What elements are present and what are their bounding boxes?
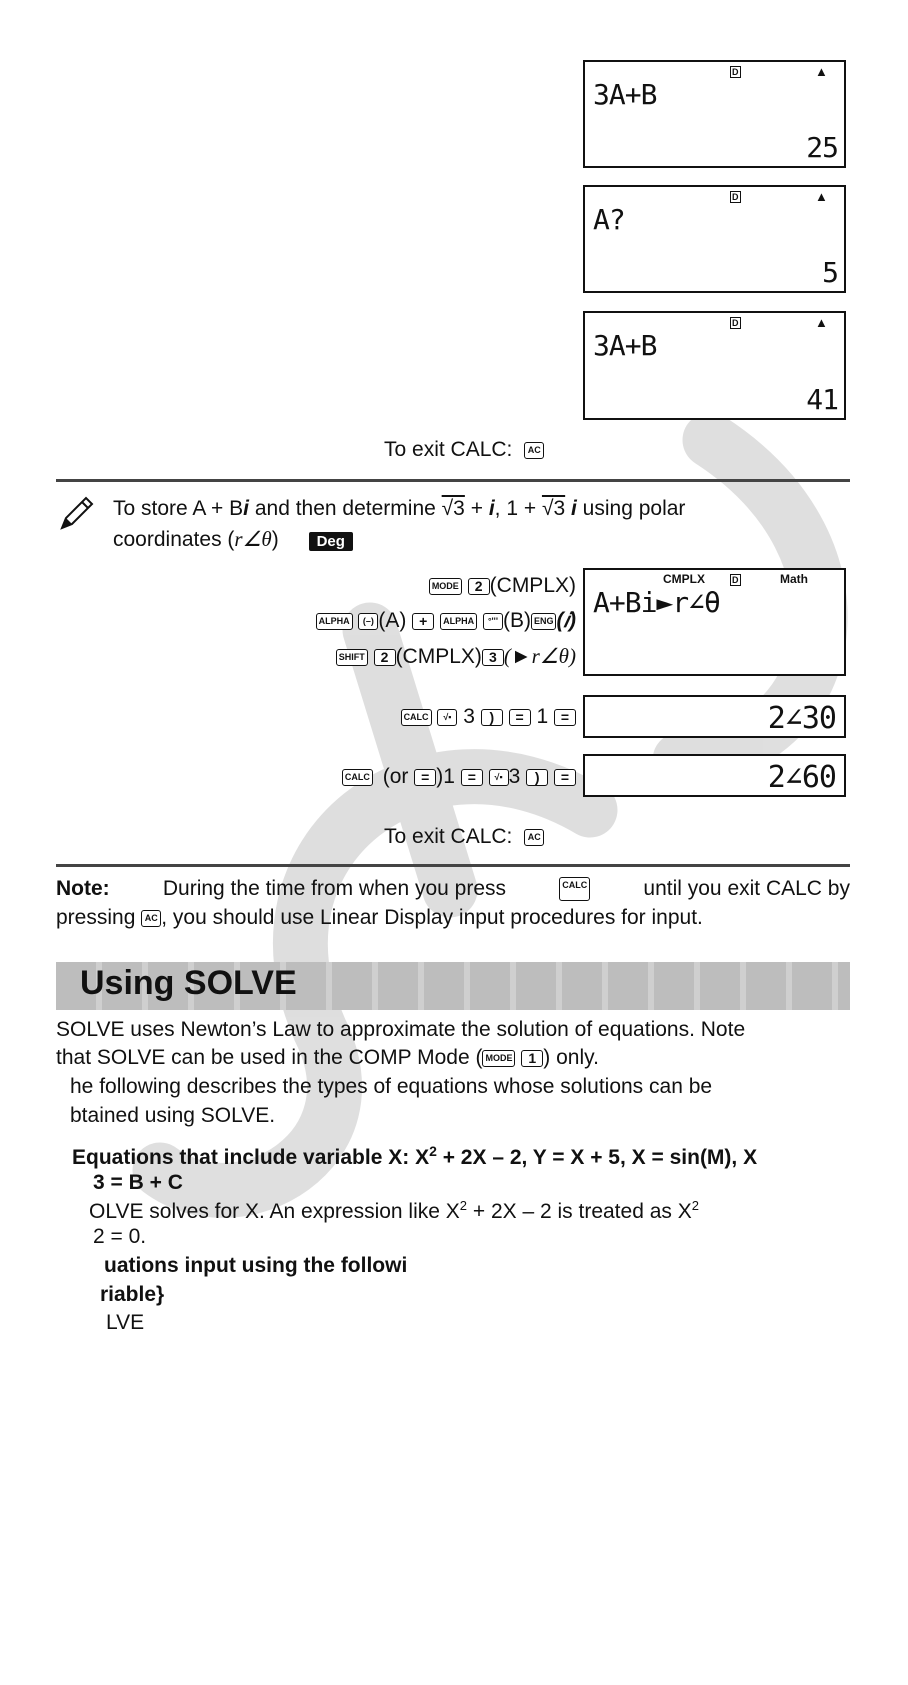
calc-key: CALC [342,769,373,786]
close-paren-key: ) [481,709,503,726]
deg-badge: Deg [309,532,353,551]
lcd-result-1 [583,695,846,738]
equals-key: = [554,769,576,786]
sqrt-key: √▪ [437,709,457,726]
step-store-a-bi: ALPHA (–) (A) + ALPHA °''' (B) ENG (𝑖) [316,609,576,633]
body-paragraph-1a: SOLVE uses Newton’s Law to approximate the solution of equations. Note [56,1018,746,1041]
ac-key: AC [524,442,544,459]
note-label: Note: [56,877,110,900]
bullet-equations-x: Equations that include variable X: $X^2 + 2X - 2$, Y = X + 5, X = sin(M), X [72,1143,758,1169]
key-3: 3 [482,649,504,666]
equals-key: = [509,709,531,726]
negative-key: (–) [358,613,378,630]
lcd-expression: 3A+B [593,78,657,111]
equals-key: = [414,769,436,786]
body-paragraph-1b: that SOLVE can be used in the COMP Mode ( MODE 1 ) only. [56,1046,599,1069]
lcd-display-cmplx [583,568,846,676]
divider-rule [56,479,850,482]
calc-key: CALC [401,709,432,726]
key-2: 2 [374,649,396,666]
example-description-line1: To store A + Bi and then determine √3 + i, 1 + √3 i using polar [113,497,686,520]
calc-key: CALC [559,877,590,901]
ac-key: AC [524,829,544,846]
solve-fragment: LVE [106,1311,145,1334]
solve-explanation-cont: 2 = 0. [93,1225,147,1248]
alpha-key: ALPHA [440,613,477,630]
lcd-result: 2∠60 [767,760,836,795]
deg-indicator: D [732,318,739,328]
key-1: 1 [521,1050,543,1067]
example-description-line2: coordinates (r∠θ) Deg [113,527,353,552]
divider-rule [56,864,850,867]
close-paren-key: ) [526,769,548,786]
cmplx-indicator: CMPLX [663,572,705,586]
deg-indicator: D [732,67,739,77]
step-calc-sqrt3: CALC √▪ 3 ) = 1 = [401,705,576,729]
bullet-input-syntax-cont: riable} [100,1283,165,1306]
lcd-expression: A? [593,203,625,236]
body-paragraph-2b: btained using SOLVE. [70,1104,276,1127]
pencil-icon [56,494,96,534]
deg-indicator: D [732,575,739,585]
shift-key: SHIFT [336,649,368,666]
mode-key: MODE [482,1050,515,1067]
equals-key: = [554,709,576,726]
mode-key: MODE [429,578,462,595]
note-line1: Note: During the time from when you press CALC until you exit CALC by [56,877,850,900]
scroll-up-icon: ▲ [815,315,828,330]
lcd-result: 5 [822,256,838,289]
deg-indicator: D [732,192,739,202]
degree-key: °''' [483,613,503,630]
math-indicator: Math [780,572,808,586]
bullet-equations-x-cont: 3 = B + C [93,1171,183,1194]
lcd-expression: 3A+B [593,329,657,362]
lcd-result: 41 [806,383,838,416]
scroll-up-icon: ▲ [815,189,828,204]
lcd-expression: A+Bi►r∠θ [593,586,720,619]
step-calc-1-sqrt3: CALC (or = )1 = √▪ 3 ) = [342,765,576,789]
exit-calc-instruction-2: To exit CALC: AC [384,825,544,849]
lcd-display-2 [583,185,846,293]
lcd-result: 2∠30 [767,701,836,736]
equals-key: = [461,769,483,786]
plus-key: + [412,613,434,630]
lcd-result-2 [583,754,846,797]
step-mode-cmplx: MODE 2 (CMPLX) [429,574,576,598]
body-paragraph-2a: he following describes the types of equations whose solutions can be [70,1075,713,1098]
ac-key: AC [141,910,161,927]
lcd-display-1 [583,60,846,168]
step-polar-convert: SHIFT 2 (CMPLX) 3 (►r∠θ) [336,644,576,669]
lcd-display-3 [583,311,846,420]
alpha-key: ALPHA [316,613,353,630]
note-line2: pressing AC , you should use Linear Display input procedures for input. [56,906,703,929]
section-title: Using SOLVE [80,964,297,1002]
scroll-up-icon: ▲ [815,64,828,79]
sqrt-key: √▪ [489,769,509,786]
key-2: 2 [468,578,490,595]
exit-calc-instruction-1: To exit CALC: AC [384,438,544,462]
solve-explanation: OLVE solves for X. An expression like $X^2 + 2X - 2$ is treated as $X^2$ [89,1198,699,1223]
eng-key: ENG [531,613,557,630]
lcd-result: 25 [806,131,838,164]
bullet-input-syntax: uations input using the followi [104,1254,408,1277]
